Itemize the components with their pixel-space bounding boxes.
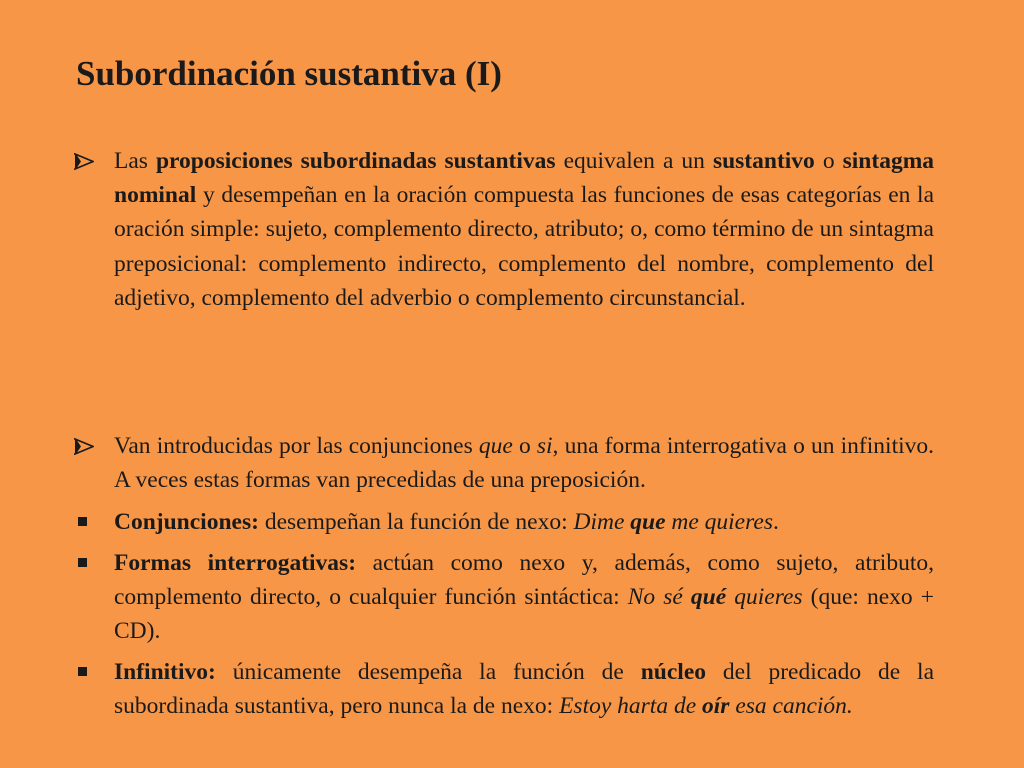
text: (que: nexo + CD). [114,584,935,645]
sub-bullet-infinitivo [114,655,934,723]
italic-text: si [536,433,553,459]
italic-text: quieres [726,584,803,611]
text: o [512,433,537,459]
text: actúan como nexo y, además, como sujeto, atributo, complemento directo, o cualquier función sintáctica: [114,550,934,611]
bold-text: sustantivo [712,148,815,174]
arrowhead-bullet-icon [74,429,98,463]
sub-bullet-formas-interrogativas [114,546,934,649]
bold-text: proposiciones subordinadas sustantivas [155,148,556,174]
text: Las [114,148,156,174]
text: desempeñan la función de nexo: [258,509,574,535]
text: Van introducidas por las conjunciones [114,433,479,459]
italic-text: que [478,433,513,459]
bold-text: Infinitivo: [114,659,216,685]
arrowhead-bullet-icon [74,144,98,178]
text: y desempeñan en la oración compuesta las funciones de esas categorías en la oración simple: sujeto, complemento directo, atributo; o, como término de un sintagma preposicional: complemento indirecto, complemento del nombre, complemento del adjetivo, complemento del adverbio o complemento circunstancial. [114,182,934,311]
bold-text: Formas interrogativas: [114,550,357,576]
italic-text: me quieres [665,509,773,535]
bold-italic-text: oír [702,693,730,720]
text: del predicado de la subordinada sustantiva, pero nunca la de nexo: [114,659,934,720]
italic-text: esa canción. [729,693,853,720]
italic-text: Dime [573,509,631,535]
slide-title: Subordinación sustantiva (I) [76,54,502,93]
bold-text: sintagma nominal [114,148,935,209]
square-bullet-icon [78,655,102,689]
square-bullet-icon [78,505,102,539]
bold-italic-text: qué [690,584,727,611]
text: o [814,148,843,174]
italic-text: No sé [627,584,691,611]
text: . [772,509,779,535]
italic-text: Estoy harta de [559,693,703,720]
bold-text: núcleo [640,659,707,685]
bold-text: Conjunciones: [114,509,259,535]
bold-italic-text: que [630,509,666,535]
square-bullet-icon [78,546,102,580]
bullet-paragraph-definition [114,144,934,315]
text: únicamente desempeña la función de [215,659,641,685]
text: , una forma interrogativa o un infinitivo. A veces estas formas van precedidas de una preposición. [114,433,934,494]
sub-bullet-conjunciones [114,505,934,539]
text: equivalen a un [555,148,713,174]
bullet-paragraph-introducers [114,429,934,497]
